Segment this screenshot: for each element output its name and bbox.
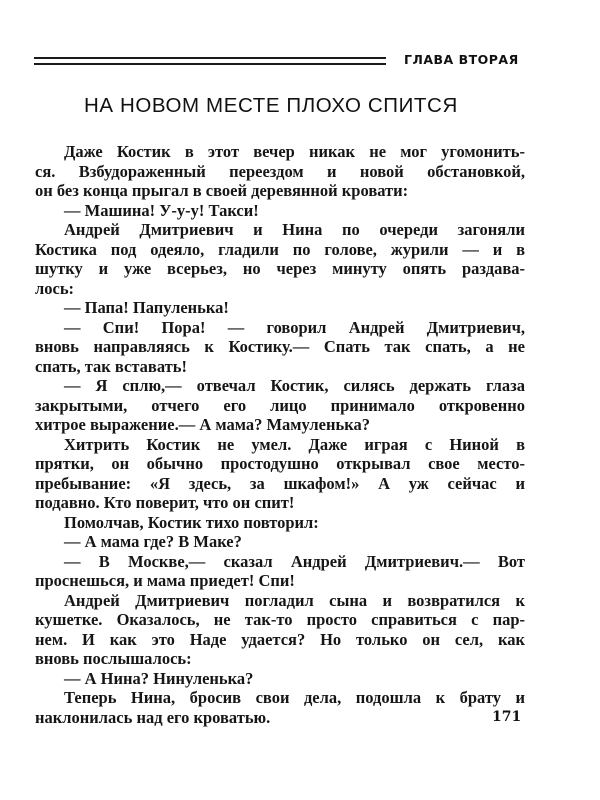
- rule-line-bottom: [34, 63, 386, 65]
- text-line: закрытыми, отчего его лицо принимало откровенно: [35, 395, 525, 415]
- text-line: — Я сплю,— отвечал Костик, силясь держать глаза: [64, 376, 525, 395]
- header-double-rule: [34, 57, 386, 65]
- rule-line-top: [34, 57, 386, 59]
- page-number: 171: [492, 709, 522, 725]
- running-head: ГЛАВА ВТОРАЯ: [404, 52, 519, 67]
- text-line: кушетке. Оказалось, не так-то просто справиться с пар-: [35, 610, 525, 629]
- text-line: — А Нина? Нинуленька?: [64, 668, 254, 688]
- text-line: — В Москве,— сказал Андрей Дмитриевич.— Вот: [64, 551, 525, 571]
- text-line: Хитрить Костик не умел. Даже играя с Ниной в: [64, 434, 525, 454]
- text-line: Андрей Дмитриевич и Нина по очереди загоняли: [64, 220, 525, 239]
- text-line: проснешься, и мама приедет! Спи!: [35, 571, 295, 590]
- text-line: ся. Взбудораженный переездом и новой обстановкой,: [35, 161, 525, 181]
- text-line: вновь послышалось:: [35, 649, 192, 668]
- text-line: Даже Костик в этот вечер никак не мог угомонить-: [64, 142, 525, 161]
- text-line: хитрое выражение.— А мама? Мамуленька?: [35, 415, 370, 434]
- text-line: пребывание: «Я здесь, за шкафом!» А уж сейчас и: [35, 473, 525, 493]
- text-line: — Спи! Пора! — говорил Андрей Дмитриевич,: [64, 317, 525, 337]
- text-line: шутку и уже всерьез, но через минуту опять раздава-: [35, 259, 525, 278]
- text-line: спать, так вставать!: [35, 356, 187, 376]
- text-line: Андрей Дмитриевич погладил сына и возвратился к: [64, 590, 525, 610]
- text-line: наклонилась над его кроватью.: [35, 707, 271, 727]
- chapter-title: НА НОВОМ МЕСТЕ ПЛОХО СПИТСЯ: [84, 94, 458, 117]
- text-line: — А мама где? В Маке?: [64, 532, 242, 551]
- body-text: [35, 142, 525, 727]
- text-line: подавно. Кто поверит, что он спит!: [35, 493, 295, 512]
- text-line: Теперь Нина, бросив свои дела, подошла к брату и: [64, 688, 525, 707]
- text-line: нем. И как это Наде удается? Но только он сел, как: [35, 629, 525, 649]
- text-line: вновь направляясь к Костику.— Спать так спать, а не: [35, 337, 525, 356]
- text-line: прятки, он обычно простодушно открывал свое место-: [35, 454, 525, 473]
- text-line: Костика под одеяло, гладили по голове, журили — и в: [35, 239, 525, 259]
- text-line: Помолчав, Костик тихо повторил:: [64, 512, 319, 532]
- text-line: лось:: [35, 278, 75, 298]
- text-line: он без конца прыгал в своей деревянной кровати:: [35, 181, 409, 200]
- text-line: — Папа! Папуленька!: [64, 298, 229, 317]
- text-line: — Машина! У-у-у! Такси!: [64, 200, 259, 220]
